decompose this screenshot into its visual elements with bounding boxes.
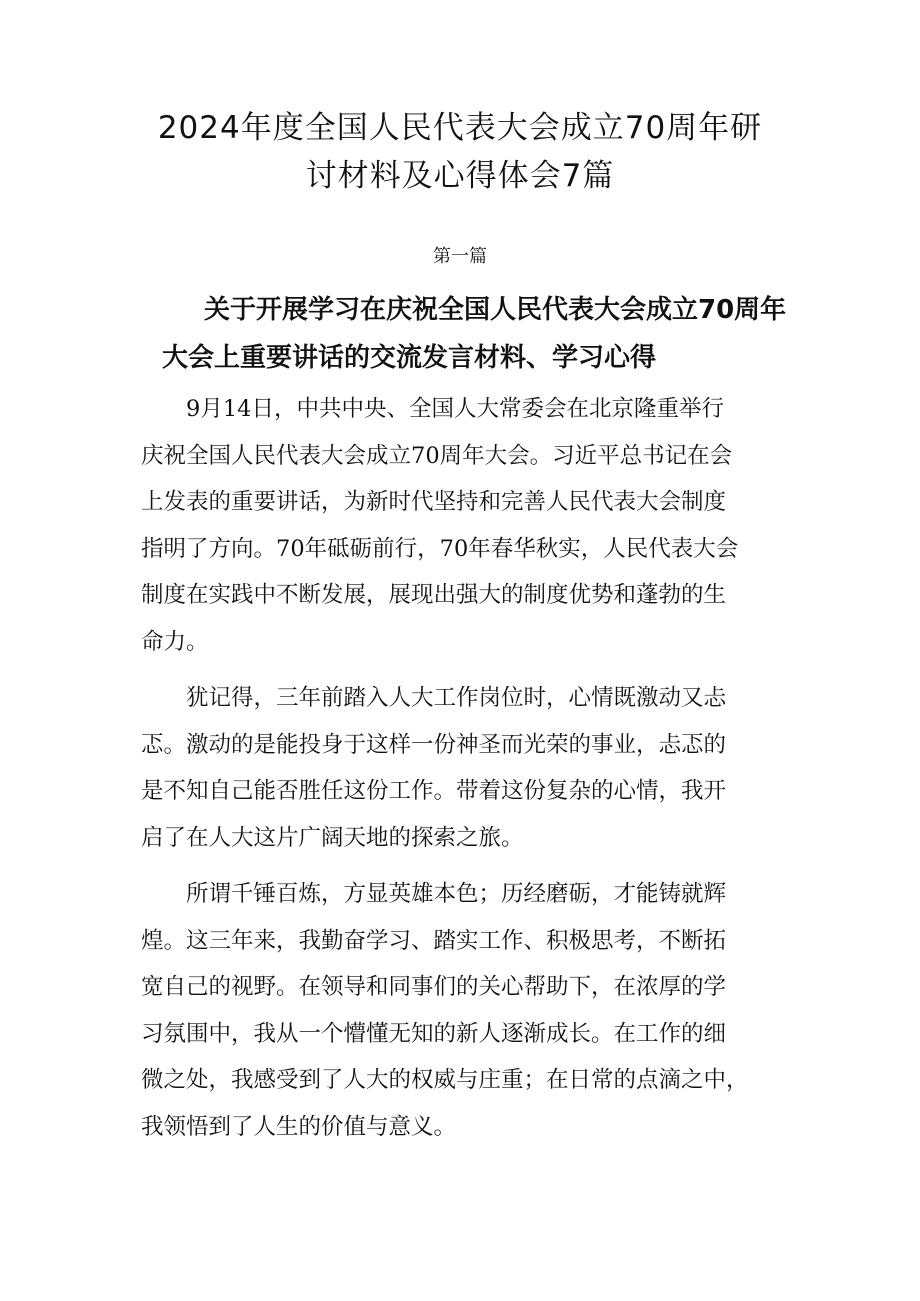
paragraph: [141, 871, 797, 1150]
article-title-line-2: 大会上重要讲话的交流发言材料、学习心得: [162, 343, 657, 373]
text-line: 忑。激动的是能投身于这样一份神圣而光荣的事业，忐忑的: [141, 731, 727, 758]
text-line: 所谓千锤百炼，方显英雄本色；历经磨砺，才能铸就辉: [186, 881, 727, 907]
text-line: 指明了方向。70年砥砺前行，70年春华秋实，人民代表大会: [141, 535, 739, 562]
document-title-line-1: 2024年度全国人民代表大会成立70周年研: [157, 110, 763, 146]
section-label: 第一篇: [433, 246, 487, 267]
text-line: 命力。: [141, 628, 209, 655]
text-line: 煌。这三年来，我勤奋学习、踏实工作、积极思考，不断拓: [141, 927, 727, 954]
text-line: 宽自己的视野。在领导和同事们的关心帮助下，在浓厚的学: [141, 974, 727, 1000]
paragraph: [141, 675, 797, 861]
text-line: 微之处，我感受到了人大的权威与庄重；在日常的点滴之中，: [141, 1067, 749, 1093]
paragraph: [141, 386, 797, 665]
document-title: [120, 104, 800, 200]
text-line: 我领悟到了人生的价值与意义。: [141, 1113, 457, 1140]
text-line: 9月14日，中共中央、全国人大常委会在北京隆重举行: [186, 396, 724, 422]
text-line: 上发表的重要讲话，为新时代坚持和完善人民代表大会制度: [141, 489, 727, 515]
text-line: 启了在人大这片广阔天地的探索之旅。: [141, 824, 524, 851]
text-line: 犹记得，三年前踏入人大工作岗位时，心情既激动又忐: [186, 685, 727, 711]
article-title-line-1: 关于开展学习在庆祝全国人民代表大会成立70周年: [204, 295, 787, 325]
text-line: 制度在实践中不断发展，展现出强大的制度优势和蓬勃的生: [141, 582, 727, 608]
text-line: 庆祝全国人民代表大会成立70周年大会。习近平总书记在会: [141, 442, 733, 469]
document-title-line-2: 讨材料及心得体会7篇: [305, 158, 615, 194]
body-text: [141, 386, 797, 1160]
article-title: [120, 286, 820, 382]
text-line: 是不知自己能否胜任这份工作。带着这份复杂的心情，我开: [141, 778, 727, 804]
text-line: 习氛围中，我从一个懵懂无知的新人逐渐成长。在工作的细: [141, 1020, 727, 1047]
